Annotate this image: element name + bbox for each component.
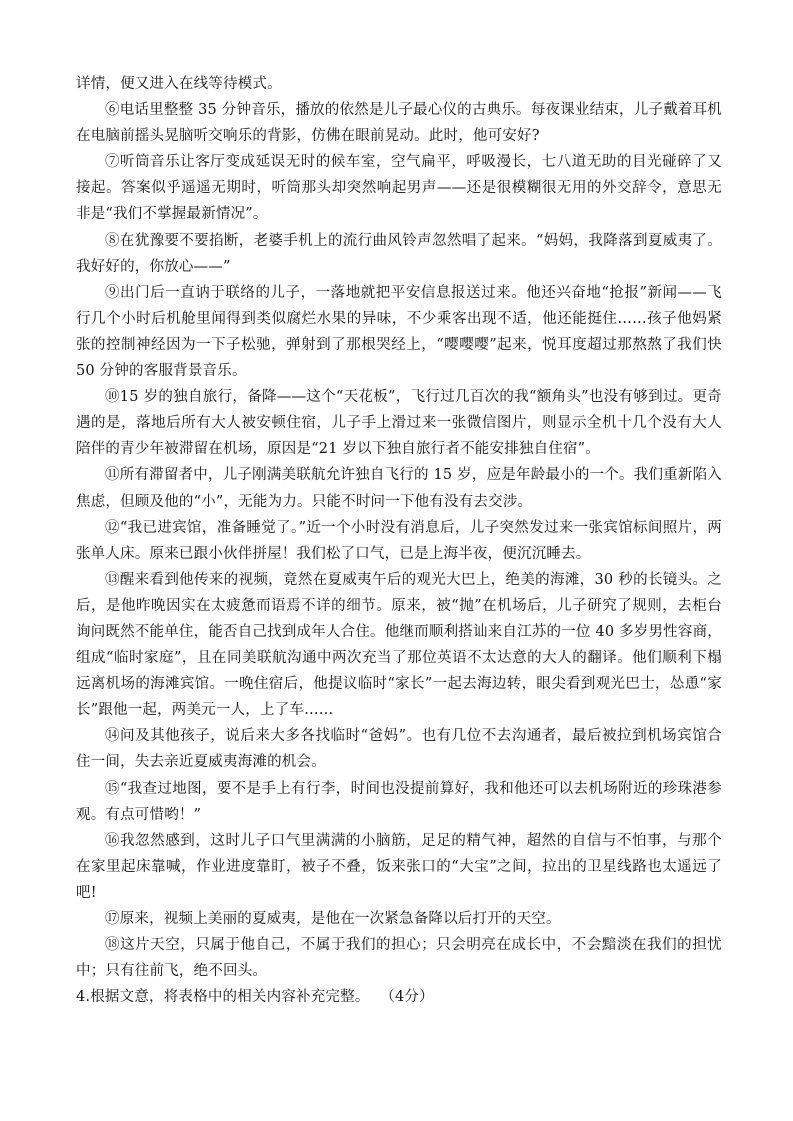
paragraph-7: ⑦听筒音乐让客厅变成延误无时的候车室，空气扁平，呼吸漫长，七八道无助的目光碰碎了又接起。答案似乎遥遥无期时，听筒那头却突然响起男声——还是很模糊很无用的外交辞令，意思无非是“我们不掌握最新情况”。 xyxy=(76,154,722,223)
question-text: 4.根据文意，将表格中的相关内容补充完整。 xyxy=(76,989,370,1006)
paragraph-11: ⑪所有滞留者中，儿子刚满美联航允许独自飞行的 15 岁，应是年龄最小的一个。我们重新陷入焦虑，但顾及他的“小”，无能为力。只能不时问一下他有没有去交涉。 xyxy=(76,467,722,510)
paragraph-18: ⑱这片天空，只属于他自己，不属于我们的担心；只会明亮在成长中，不会黯淡在我们的担忧中；只有往前飞，绝不回头。 xyxy=(76,937,722,980)
paragraph-13: ⑬醒来看到他传来的视频，竟然在夏威夷午后的观光大巴上，绝美的海滩，30 秒的长镜头。之后，是他昨晚因实在太疲惫而语焉不详的细节。原来，被“抛”在机场后，儿子研究了规则，去柜台询问既然不能单住，能否自己找到成年人合住。他继而顺利搭讪来自江苏的一位 40 多岁男性容商，组成“临时家庭”，且在同美联航沟通中两次充当了那位英语不太达意的大人的翻译。他们顺利下榻远离机场的海滩宾馆。一晚住宿后，他提议临时“家长”一起去海边转，眼尖看到观光巴士，怂恿“家长”跟他一起，两美元一人，上了车…… xyxy=(76,571,722,719)
question-4 xyxy=(76,984,722,1010)
paragraph-17: ⑰原来，视频上美丽的夏威夷，是他在一次紧急备降以后打开的天空。 xyxy=(105,911,561,927)
paragraph-continuation: 详情，便又进入在线等待模式。 xyxy=(76,76,282,92)
document-page xyxy=(76,71,722,1010)
paragraph-6: ⑥电话里整整 35 分钟音乐，播放的依然是儿子最心仪的古典乐。每夜课业结束，儿子戴着耳机在电脑前摇头晃脑听交响乐的背影，仿佛在眼前晃动。此时，他可安好? xyxy=(76,102,722,145)
paragraph-14: ⑭问及其他孩子，说后来大多各找临时“爸妈”。也有几位不去沟通者，最后被拉到机场宾馆合住一间，失去亲近夏威夷海滩的机会。 xyxy=(76,728,722,771)
paragraph-15: ⑮“我查过地图，要不是手上有行李，时间也没提前算好，我和他还可以去机场附近的珍珠港参观。有点可惜哟！” xyxy=(76,780,722,823)
paragraph-8: ⑧在犹豫要不要掐断，老婆手机上的流行曲风铃声忽然唱了起来。“妈妈，我降落到夏威夷了。我好好的，你放心——” xyxy=(76,232,722,275)
paragraph-10: ⑩15 岁的独自旅行，备降——这个“天花板”，飞行过几百次的我“额角头”也没有够到过。更奇遇的是，落地后所有大人被安顿住宿，儿子手上滑过来一张微信图片，则显示全机十几个没有大人陪伴的青少年被滞留在机场，原因是“21 岁以下独自旅行者不能安排独自住宿”。 xyxy=(76,389,722,458)
paragraph-9: ⑨出门后一直讷于联络的儿子，一落地就把平安信息报送过来。他还兴奋地“抢报”新闻——飞行几个小时后机舱里闻得到类似腐烂水果的异味，不少乘客出现不适，他还能挺住……孩子他妈紧张的控制神经因为一下子松驰，弹射到了那根哭经上，“嘤嘤嘤”起来，悦耳度超过那熬熬了我们快 50 分钟的客服背景音乐。 xyxy=(76,284,722,380)
question-score: （4分） xyxy=(387,989,434,1006)
paragraph-12: ⑫“我已进宾馆，准备睡觉了。”近一个小时没有消息后，儿子突然发过来一张宾馆标间照片，两张单人床。原来已跟小伙伴拼屋！我们松了口气，已是上海半夜，便沉沉睡去。 xyxy=(76,519,722,562)
paragraph-16: ⑯我忽然感到，这时儿子口气里满满的小脑筋，足足的精气神，超然的自信与不怕事，与那个在家里起床靠喊，作业进度靠盯，被子不叠，饭来张口的“大宝”之间，拉出的卫星线路也太遥远了吧! xyxy=(76,832,722,901)
